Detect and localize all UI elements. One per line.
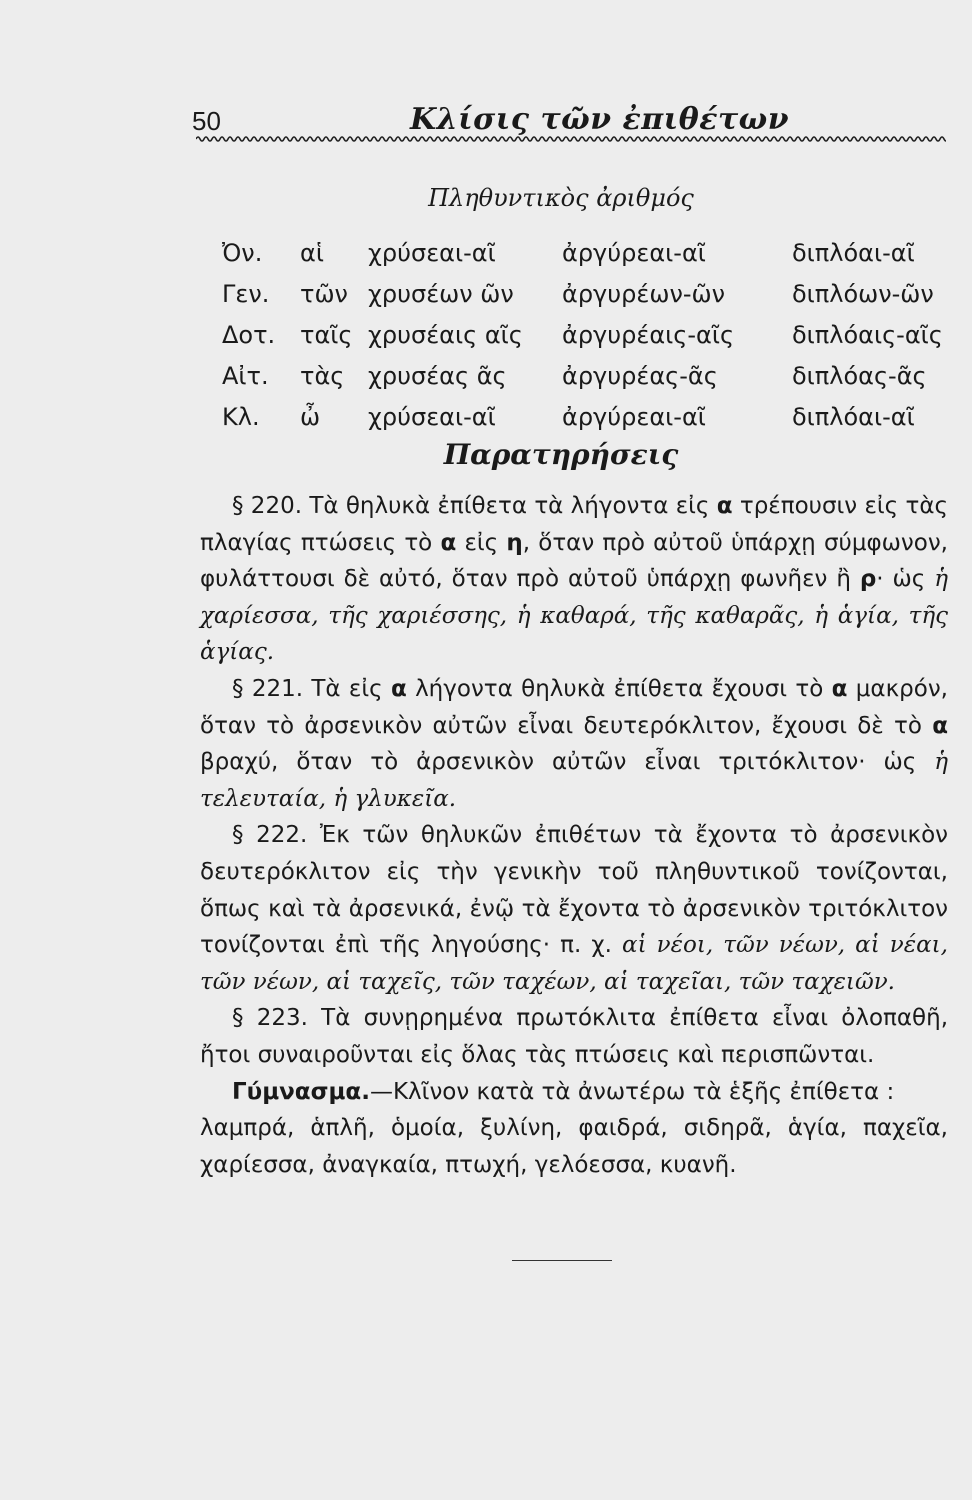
form-diploos: διπλόαις-αῖς [792,320,943,349]
table-row [222,396,962,437]
text-run: βραχύ, ὅταν τὸ ἀρσενικὸν αὐτῶν εἶναι τριτόκλιτον· ὡς [200,749,935,776]
article: αἱ [300,238,324,267]
form-chrysos: χρύσεαι-αῖ [368,402,496,431]
article: τῶν [300,279,348,308]
form-diploos: διπλόαι-αῖ [792,238,915,267]
article: τὰς [300,361,345,390]
bold-letter: α [932,712,948,739]
bold-letter: ρ [859,566,877,593]
text-run: μακρόν, ὅταν τὸ ἀρσενικὸν αὐτῶν εἶναι δευτερόκλιτον, ἔχουσι δὲ τὸ [200,675,948,739]
article: ὦ [300,402,321,431]
case-label: Αἰτ. [222,361,269,390]
exercise [200,1074,948,1184]
case-label: Ὀν. [222,238,263,267]
form-diploos: διπλόων-ῶν [792,279,934,308]
article: ταῖς [300,320,353,349]
form-diploos: διπλόας-ᾶς [792,361,927,390]
declension-heading: Πληθυντικὸς ἀριθμός [428,184,694,212]
form-argyreos: ἀργυρέαις-αῖς [562,320,735,349]
bold-letter: α [831,675,848,702]
italic-examples: αἱ νέοι, τῶν νέων, αἱ νέαι, τῶν νέων, αἱ ταχεῖς, τῶν ταχέων, αἱ ταχεῖαι, τῶν ταχειῶν. [200,932,948,995]
table-row [222,232,962,273]
bold-letter: α [716,493,733,519]
case-label: Γεν. [222,279,270,308]
form-diploos: διπλόαι-αῖ [792,402,915,431]
form-chrysos: χρυσέαις αῖς [368,320,523,349]
form-chrysos: χρυσέας ᾶς [368,361,507,390]
exercise-label: Γύμνασμα. [232,1078,370,1105]
paragraph-222 [200,817,948,1000]
italic-examples: ἡ χαρίεσσα, τῆς χαριέσσης, ἡ καθαρά, τῆς καθαρᾶς, ἡ ἁγία, τῆς ἁγίας. [200,566,948,666]
form-argyreos: ἀργυρέας-ᾶς [562,361,718,390]
exercise-words: λαμπρά, ἁπλῆ, ὁμοία, ξυλίνη, φαιδρά, σιδηρᾶ, ἁγία, παχεῖα, χαρίεσσα, ἀναγκαία, πτωχή, γελόεσσα, κυανῆ. [200,1115,948,1178]
case-label: Δοτ. [222,320,276,349]
end-rule [512,1260,612,1261]
table-row [222,273,962,314]
text-run: τρέπουσιν εἰς τὰς πλαγίας πτώσεις τὸ [200,493,948,556]
bold-letter: α [390,675,407,702]
wavy-rule-divider [196,132,946,146]
case-label: Κλ. [222,402,260,431]
text-run: · ὡς [876,566,935,593]
bold-letter: η [506,529,523,556]
form-argyreos: ἀργύρεαι-αῖ [562,238,706,267]
paragraph-220 [200,488,948,671]
exercise-instruction: —Κλῖνον κατὰ τὰ ἀνωτέρω τὰ ἑξῆς ἐπίθετα : [369,1078,895,1105]
text-run: § 221. Τὰ εἰς [232,675,391,702]
table-row [222,355,962,396]
remarks-body [200,488,948,1183]
italic-examples: ἡ τελευταία, ἡ γλυκεῖα. [200,749,948,812]
bold-letter: α [440,529,457,556]
form-argyreos: ἀργύρεαι-αῖ [562,402,706,431]
text-run: εἰς [456,529,507,556]
running-title: Κλίσις τῶν ἐπιθέτων [410,102,790,137]
declension-table [222,232,962,437]
text-run: § 222. Ἐκ τῶν θηλυκῶν ἐπιθέτων τὰ ἔχοντα τὸ ἀρσενικὸν δευτερόκλιτον εἰς τὴν γενικὴν τοῦ πληθυντικοῦ τονίζονται, ὅπως καὶ τὰ ἀρσενικά, ἐνῷ τὰ ἔχοντα τὸ ἀρσενικὸν τριτόκλιτον τονίζονται ἐπὶ τῆς ληγούσης· π. χ. [200,822,948,959]
remarks-title: Παρατηρήσεις [443,438,679,471]
page-number: 50 [192,106,221,136]
text-run: λήγοντα θηλυκὰ ἐπίθετα ἔχουσι τὸ [406,675,832,702]
table-row [222,314,962,355]
paragraph-221 [200,671,948,817]
form-chrysos: χρυσέων ῶν [368,279,514,308]
paragraph-223: § 223. Τὰ συνῃρημένα πρωτόκλιτα ἐπίθετα εἶναι ὀλοπαθῆ, ἤτοι συναιροῦνται εἰς ὅλας τὰς πτώσεις καὶ περισπῶνται. [200,1005,948,1068]
text-run: , ὅταν πρὸ αὐτοῦ ὑπάρχῃ σύμφωνον, φυλάττουσι δὲ αὐτό, ὅταν πρὸ αὐτοῦ ὑπάρχῃ φωνῆεν ἢ [200,529,948,593]
form-chrysos: χρύσεαι-αῖ [368,238,496,267]
form-argyreos: ἀργυρέων-ῶν [562,279,726,308]
text-run: § 220. Τὰ θηλυκὰ ἐπίθετα τὰ λήγοντα εἰς [232,493,717,519]
